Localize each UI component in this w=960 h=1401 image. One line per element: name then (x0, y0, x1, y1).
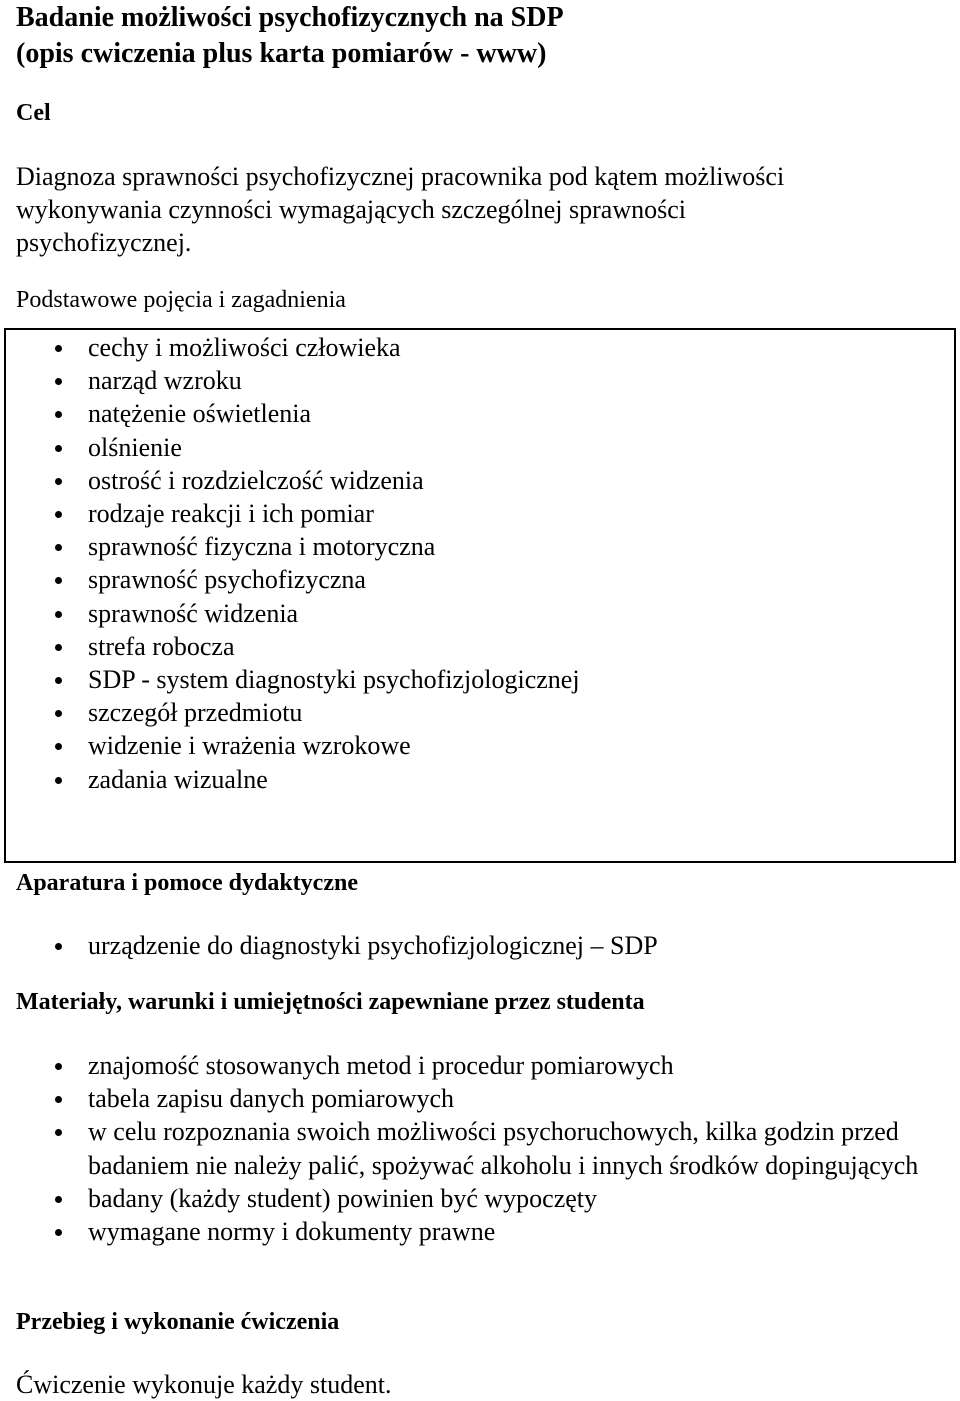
list-item: zadania wizualne (0, 763, 940, 796)
bullet-icon (55, 511, 62, 518)
bullet-icon (55, 743, 62, 750)
materials-heading: Materiały, warunki i umiejętności zapewniane przez studenta (16, 989, 645, 1015)
list-item: tabela zapisu danych pomiarowych (0, 1082, 940, 1115)
list-item: rodzaje reakcji i ich pomiar (0, 497, 940, 530)
bullet-icon (55, 1063, 62, 1070)
bullet-icon (55, 378, 62, 385)
apparatus-list (0, 929, 940, 962)
concepts-heading: Podstawowe pojęcia i zagadnienia (16, 287, 346, 313)
bullet-icon (55, 943, 62, 950)
procedure-text: Ćwiczenie wykonuje każdy student. (16, 1370, 392, 1399)
list-item: olśnienie (0, 431, 940, 464)
list-item: ostrość i rozdzielczość widzenia (0, 464, 940, 497)
bullet-icon (55, 644, 62, 651)
bullet-icon (55, 445, 62, 452)
goal-text-line-3: psychofizycznej. (16, 228, 192, 257)
bullet-icon (55, 544, 62, 551)
list-item: strefa robocza (0, 630, 940, 663)
list-item: sprawność psychofizyczna (0, 563, 940, 596)
title-line-1: Badanie możliwości psychofizycznych na SDP (16, 2, 564, 33)
apparatus-heading: Aparatura i pomoce dydaktyczne (16, 870, 358, 896)
bullet-icon (55, 1196, 62, 1203)
bullet-icon (55, 710, 62, 717)
goal-heading: Cel (16, 100, 51, 126)
bullet-icon (55, 1129, 62, 1136)
goal-text-line-1: Diagnoza sprawności psychofizycznej pracownika pod kątem możliwości (16, 162, 785, 191)
list-item: urządzenie do diagnostyki psychofizjologicznej – SDP (0, 929, 940, 962)
list-item: sprawność fizyczna i motoryczna (0, 530, 940, 563)
list-item: sprawność widzenia (0, 597, 940, 630)
title-line-2: (opis cwiczenia plus karta pomiarów - www) (16, 38, 547, 69)
bullet-icon (55, 478, 62, 485)
list-item: znajomość stosowanych metod i procedur pomiarowych (0, 1049, 940, 1082)
procedure-heading: Przebieg i wykonanie ćwiczenia (16, 1309, 340, 1335)
bullet-icon (55, 777, 62, 784)
list-item: cechy i możliwości człowieka (0, 331, 940, 364)
list-item: narząd wzroku (0, 364, 940, 397)
bullet-icon (55, 345, 62, 352)
bullet-icon (55, 677, 62, 684)
list-item: szczegół przedmiotu (0, 696, 940, 729)
materials-list (0, 1049, 940, 1248)
bullet-icon (55, 611, 62, 618)
bullet-icon (55, 411, 62, 418)
list-item: badany (każdy student) powinien być wypoczęty (0, 1182, 940, 1215)
concepts-list (0, 331, 940, 796)
list-item: widzenie i wrażenia wzrokowe (0, 729, 940, 762)
document-title (16, 0, 936, 72)
list-item: wymagane normy i dokumenty prawne (0, 1215, 940, 1248)
goal-text-line-2: wykonywania czynności wymagających szczególnej sprawności (16, 195, 686, 224)
goal-text (16, 160, 916, 259)
list-item: w celu rozpoznania swoich możliwości psychoruchowych, kilka godzin przed badaniem nie należy palić, spożywać alkoholu i innych środków dopingujących (0, 1115, 940, 1181)
list-item: natężenie oświetlenia (0, 397, 940, 430)
list-item: SDP - system diagnostyki psychofizjologicznej (0, 663, 940, 696)
bullet-icon (55, 577, 62, 584)
bullet-icon (55, 1229, 62, 1236)
bullet-icon (55, 1096, 62, 1103)
